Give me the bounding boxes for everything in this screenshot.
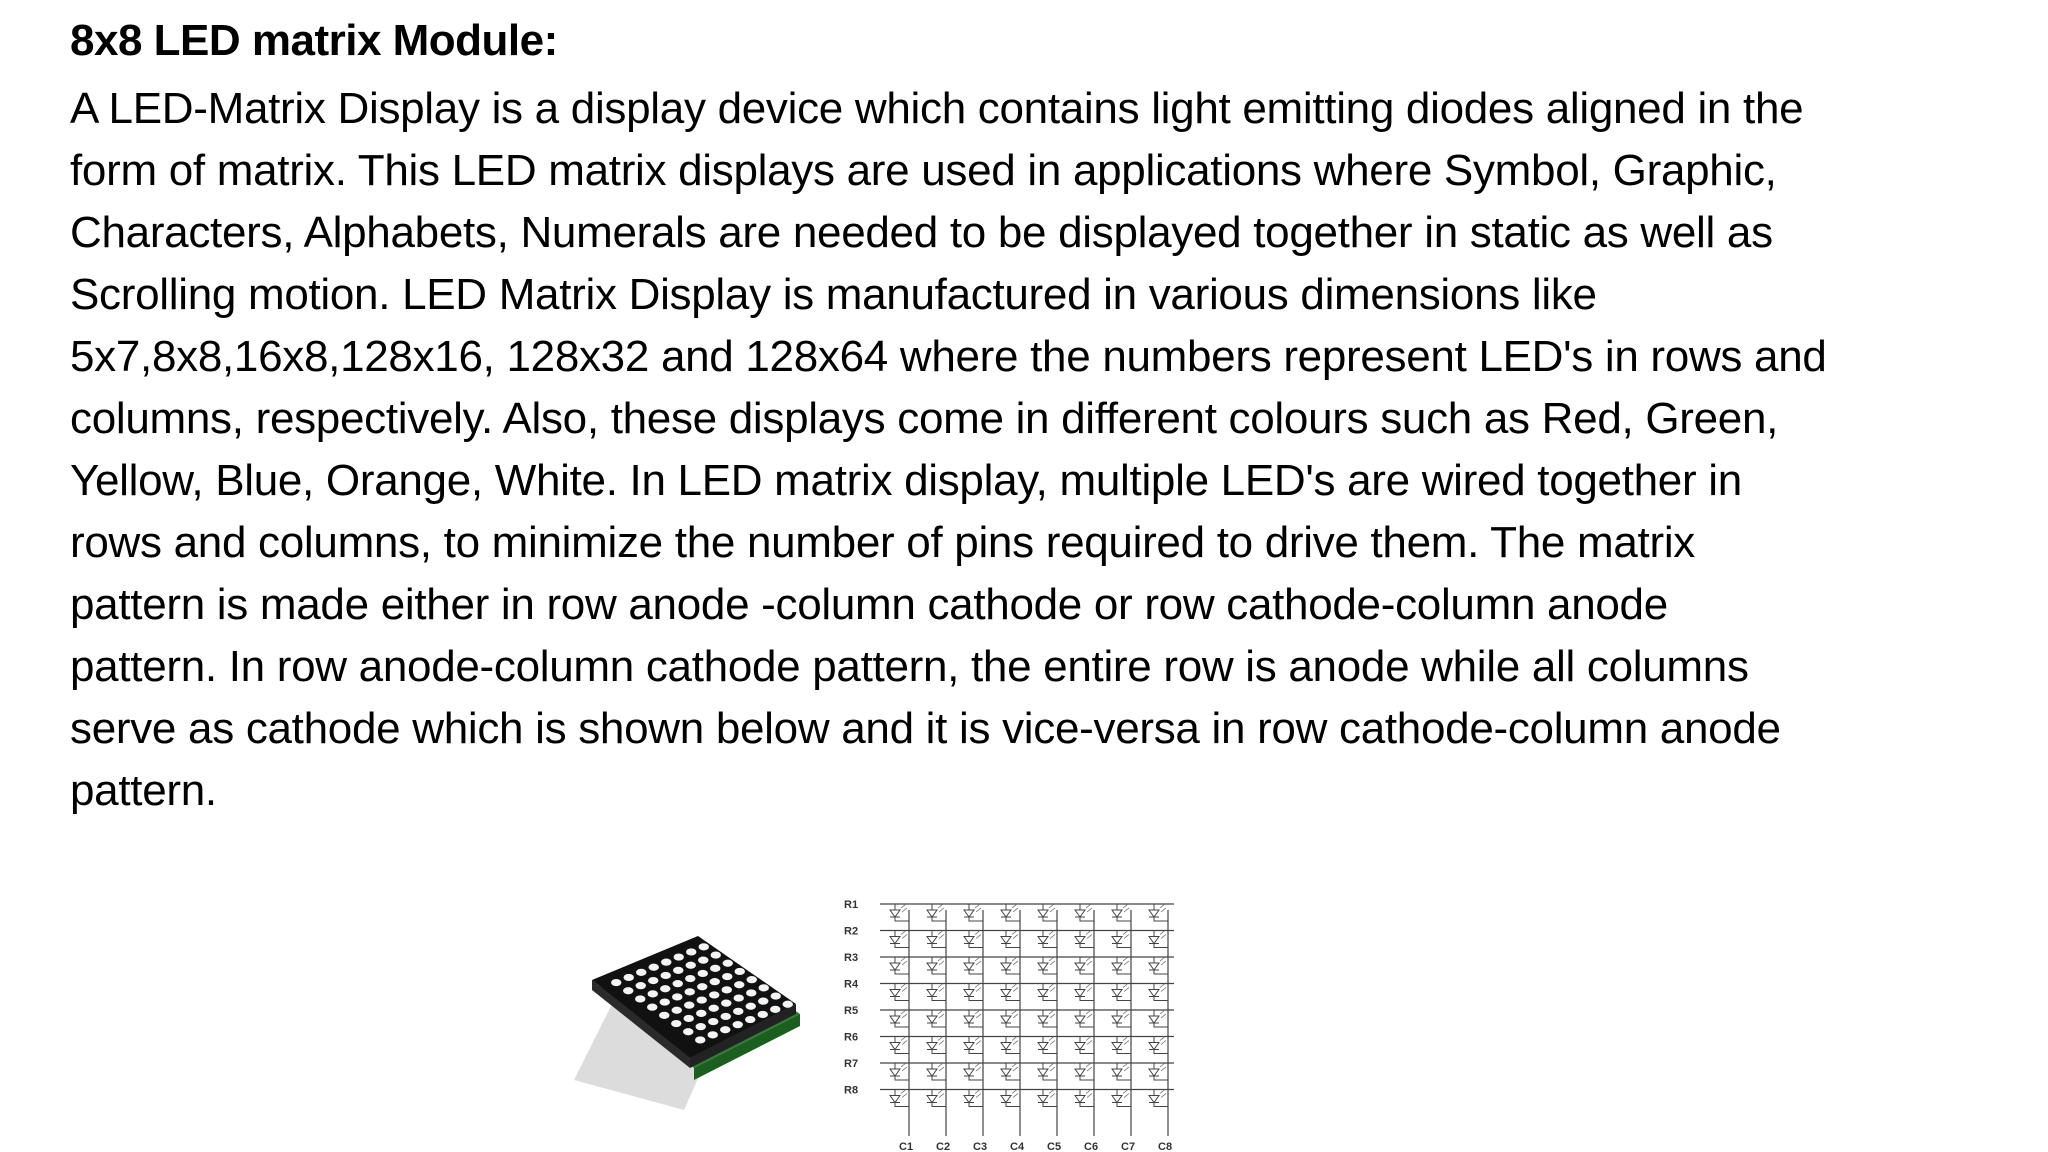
led-dot xyxy=(649,964,659,971)
led-diode xyxy=(1149,984,1168,1001)
light-arrow-icon xyxy=(1012,931,1018,939)
led-dot xyxy=(758,1011,768,1018)
led-dot xyxy=(686,962,696,969)
led-diode xyxy=(890,1010,909,1027)
light-arrow-icon xyxy=(975,1090,981,1098)
led-dot xyxy=(685,988,695,995)
light-arrow-icon xyxy=(1012,1010,1018,1018)
led-dot xyxy=(611,979,621,986)
row-label: R7 xyxy=(844,1058,859,1070)
led-diode xyxy=(1075,931,1094,948)
light-arrow-icon xyxy=(975,1037,981,1045)
led-dot xyxy=(647,1004,657,1011)
light-arrow-icon xyxy=(1086,1063,1092,1071)
led-diode xyxy=(1112,904,1131,921)
led-diode xyxy=(1038,1063,1057,1080)
led-dot xyxy=(636,982,646,989)
led-dot xyxy=(708,1031,718,1038)
led-diode xyxy=(1075,904,1094,921)
light-arrow-icon xyxy=(975,957,981,965)
paragraph-line: 5x7,8x8,16x8,128x16, 128x32 and 128x64 where the numbers represent LED's in rows and xyxy=(70,332,1827,381)
led-dot xyxy=(695,1036,705,1043)
led-dot xyxy=(685,975,695,982)
led-diode xyxy=(1149,957,1168,974)
led-dot xyxy=(671,1020,681,1027)
row-label: R8 xyxy=(844,1084,859,1097)
paragraph-line: pattern is made either in row anode -column cathode or row cathode-column anode xyxy=(70,580,1668,629)
light-arrow-icon xyxy=(975,984,981,992)
led-diode xyxy=(927,957,946,974)
light-arrow-icon xyxy=(1086,1010,1092,1018)
led-diode xyxy=(927,1010,946,1027)
light-arrow-icon xyxy=(975,1063,981,1071)
light-arrow-icon xyxy=(1160,1090,1166,1098)
paragraph-line: pattern. xyxy=(70,766,217,815)
led-matrix-schematic xyxy=(840,888,1290,1152)
led-dot xyxy=(721,1013,731,1020)
led-dot xyxy=(672,1007,682,1014)
row-label: R6 xyxy=(844,1031,859,1044)
led-dot xyxy=(710,978,720,985)
led-dot xyxy=(711,951,721,958)
led-diode xyxy=(964,1090,983,1107)
light-arrow-icon xyxy=(938,957,944,965)
led-diode xyxy=(927,931,946,948)
light-arrow-icon xyxy=(901,904,907,912)
light-arrow-icon xyxy=(1160,1063,1166,1071)
led-dot xyxy=(771,992,781,999)
led-dot xyxy=(673,980,683,987)
led-dot xyxy=(746,1003,756,1010)
light-arrow-icon xyxy=(1049,1090,1055,1098)
light-arrow-icon xyxy=(1123,1037,1129,1045)
led-diode xyxy=(1001,1090,1020,1107)
led-dot xyxy=(673,967,683,974)
led-dot xyxy=(722,986,732,993)
led-diode xyxy=(964,984,983,1001)
light-arrow-icon xyxy=(1123,931,1129,939)
led-diode xyxy=(1075,1037,1094,1054)
led-dot xyxy=(674,953,684,960)
light-arrow-icon xyxy=(1012,1090,1018,1098)
led-dot xyxy=(723,960,733,967)
light-arrow-icon xyxy=(901,931,907,939)
led-diode xyxy=(1112,1063,1131,1080)
light-arrow-icon xyxy=(1049,984,1055,992)
light-arrow-icon xyxy=(938,931,944,939)
led-diode xyxy=(1149,1010,1168,1027)
light-arrow-icon xyxy=(901,984,907,992)
column-label: C8 xyxy=(1158,1141,1173,1152)
led-dot xyxy=(710,965,720,972)
column-label: C4 xyxy=(1010,1141,1025,1152)
column-label: C1 xyxy=(899,1141,914,1152)
led-dot xyxy=(684,1002,694,1009)
led-dot xyxy=(661,959,671,966)
light-arrow-icon xyxy=(1012,1063,1018,1071)
led-dot xyxy=(648,990,658,997)
led-diode xyxy=(964,904,983,921)
led-dot xyxy=(660,985,670,992)
light-arrow-icon xyxy=(975,904,981,912)
light-arrow-icon xyxy=(1086,1037,1092,1045)
led-dot xyxy=(722,973,732,980)
light-arrow-icon xyxy=(938,1037,944,1045)
led-diode xyxy=(1149,1063,1168,1080)
led-diode xyxy=(964,931,983,948)
led-dot xyxy=(659,1012,669,1019)
led-diode xyxy=(890,904,909,921)
led-matrix-photo xyxy=(574,880,854,1152)
led-diode xyxy=(1112,957,1131,974)
light-arrow-icon xyxy=(938,984,944,992)
led-dot xyxy=(696,1023,706,1030)
light-arrow-icon xyxy=(901,1063,907,1071)
light-arrow-icon xyxy=(901,957,907,965)
light-arrow-icon xyxy=(901,1090,907,1098)
paragraph-line: columns, respectively. Also, these displays come in different colours such as Red, Green, xyxy=(70,394,1779,443)
led-diode xyxy=(927,904,946,921)
led-diode xyxy=(1038,1010,1057,1027)
led-dot xyxy=(661,972,671,979)
led-dot xyxy=(734,994,744,1001)
light-arrow-icon xyxy=(1086,1090,1092,1098)
led-diode xyxy=(1038,1090,1057,1107)
light-arrow-icon xyxy=(1049,957,1055,965)
led-diode xyxy=(1075,957,1094,974)
light-arrow-icon xyxy=(1123,984,1129,992)
paragraph-line: rows and columns, to minimize the number of pins required to drive them. The matrix xyxy=(70,518,1695,567)
light-arrow-icon xyxy=(1123,904,1129,912)
led-diode xyxy=(1001,1063,1020,1080)
led-diode xyxy=(1112,1037,1131,1054)
light-arrow-icon xyxy=(1086,984,1092,992)
led-diode xyxy=(964,1037,983,1054)
led-dot xyxy=(660,998,670,1005)
light-arrow-icon xyxy=(1049,1037,1055,1045)
led-diode xyxy=(1038,984,1057,1001)
led-diode xyxy=(1112,1010,1131,1027)
led-diode xyxy=(1001,931,1020,948)
light-arrow-icon xyxy=(1160,1037,1166,1045)
led-diode xyxy=(964,1010,983,1027)
led-dot xyxy=(684,1015,694,1022)
led-dot xyxy=(733,1008,743,1015)
led-diode xyxy=(1149,931,1168,948)
led-diode xyxy=(1075,984,1094,1001)
led-dot xyxy=(697,996,707,1003)
light-arrow-icon xyxy=(938,1090,944,1098)
led-diode xyxy=(1075,1090,1094,1107)
light-arrow-icon xyxy=(1123,957,1129,965)
light-arrow-icon xyxy=(1160,957,1166,965)
led-dot xyxy=(747,976,757,983)
column-label: C6 xyxy=(1084,1141,1099,1152)
led-dot xyxy=(745,1016,755,1023)
light-arrow-icon xyxy=(1160,931,1166,939)
light-arrow-icon xyxy=(1049,931,1055,939)
led-dot xyxy=(708,1018,718,1025)
light-arrow-icon xyxy=(1012,984,1018,992)
paragraph-line: form of matrix. This LED matrix displays are used in applications where Symbol, Graphic, xyxy=(70,146,1777,195)
led-dot xyxy=(758,998,768,1005)
column-label: C3 xyxy=(973,1141,988,1152)
led-diode xyxy=(890,1090,909,1107)
light-arrow-icon xyxy=(1086,957,1092,965)
schematic-grid xyxy=(880,904,1174,1136)
led-diode xyxy=(1001,1010,1020,1027)
light-arrow-icon xyxy=(1123,1010,1129,1018)
light-arrow-icon xyxy=(1049,904,1055,912)
paragraph-line: A LED-Matrix Display is a display device which contains light emitting diodes aligned in the xyxy=(70,84,1804,133)
led-diode xyxy=(1112,931,1131,948)
light-arrow-icon xyxy=(1160,1010,1166,1018)
led-diode xyxy=(1149,1090,1168,1107)
paragraph-line: Yellow, Blue, Orange, White. In LED matrix display, multiple LED's are wired together in xyxy=(70,456,1742,505)
led-diode xyxy=(890,984,909,1001)
led-dot xyxy=(623,987,633,994)
led-diode xyxy=(964,1063,983,1080)
paragraph-line: serve as cathode which is shown below and it is vice-versa in row cathode-column anode xyxy=(70,704,1781,753)
led-diode xyxy=(964,957,983,974)
light-arrow-icon xyxy=(938,1010,944,1018)
led-diode xyxy=(1001,1037,1020,1054)
light-arrow-icon xyxy=(938,1063,944,1071)
led-dot xyxy=(770,1006,780,1013)
led-dot xyxy=(696,1010,706,1017)
led-dot xyxy=(699,943,709,950)
led-dot xyxy=(746,989,756,996)
light-arrow-icon xyxy=(1086,904,1092,912)
light-arrow-icon xyxy=(938,904,944,912)
led-dot xyxy=(759,984,769,991)
led-diode xyxy=(890,1063,909,1080)
led-dot xyxy=(735,968,745,975)
row-label: R3 xyxy=(844,952,859,964)
led-dot xyxy=(636,969,646,976)
light-arrow-icon xyxy=(901,1037,907,1045)
led-dot xyxy=(734,981,744,988)
led-diode xyxy=(890,931,909,948)
led-diode xyxy=(927,1063,946,1080)
led-dot xyxy=(720,1026,730,1033)
led-diode xyxy=(927,984,946,1001)
led-diode xyxy=(927,1090,946,1107)
led-dot xyxy=(783,1001,793,1008)
led-diode xyxy=(1075,1010,1094,1027)
paragraph-line: pattern. In row anode-column cathode pattern, the entire row is anode while all columns xyxy=(70,642,1749,691)
light-arrow-icon xyxy=(1012,957,1018,965)
led-diode xyxy=(1038,1037,1057,1054)
page-title: 8x8 LED matrix Module: xyxy=(70,16,558,65)
light-arrow-icon xyxy=(1012,1037,1018,1045)
light-arrow-icon xyxy=(1086,931,1092,939)
led-dot xyxy=(697,983,707,990)
light-arrow-icon xyxy=(1012,904,1018,912)
led-diode xyxy=(1001,984,1020,1001)
light-arrow-icon xyxy=(975,931,981,939)
led-diode xyxy=(927,1037,946,1054)
column-label: C7 xyxy=(1121,1141,1136,1152)
light-arrow-icon xyxy=(1049,1063,1055,1071)
row-label: R4 xyxy=(844,978,859,991)
light-arrow-icon xyxy=(1049,1010,1055,1018)
led-dot xyxy=(709,991,719,998)
led-dot xyxy=(733,1021,743,1028)
light-arrow-icon xyxy=(1160,904,1166,912)
paragraph-line: Scrolling motion. LED Matrix Display is manufactured in various dimensions like xyxy=(70,270,1597,319)
light-arrow-icon xyxy=(1160,984,1166,992)
led-diode xyxy=(1001,957,1020,974)
row-label: R1 xyxy=(844,899,859,911)
led-dot xyxy=(672,993,682,1000)
led-dot xyxy=(624,974,634,981)
led-dot xyxy=(698,970,708,977)
led-dot xyxy=(635,995,645,1002)
light-arrow-icon xyxy=(975,1010,981,1018)
led-diode xyxy=(1075,1063,1094,1080)
led-diode xyxy=(1001,904,1020,921)
led-diode xyxy=(1112,984,1131,1001)
light-arrow-icon xyxy=(1123,1090,1129,1098)
led-dot xyxy=(709,1005,719,1012)
led-diode xyxy=(1038,931,1057,948)
column-label: C5 xyxy=(1047,1141,1062,1152)
row-label: R5 xyxy=(844,1005,859,1017)
led-dot xyxy=(721,1000,731,1007)
led-diode xyxy=(1149,904,1168,921)
column-label: C2 xyxy=(936,1141,951,1152)
led-diode xyxy=(1112,1090,1131,1107)
led-diode xyxy=(1038,904,1057,921)
led-dot xyxy=(686,948,696,955)
body-paragraph xyxy=(70,78,1970,822)
led-dot xyxy=(683,1028,693,1035)
led-diode xyxy=(890,957,909,974)
led-dot xyxy=(648,977,658,984)
light-arrow-icon xyxy=(1123,1063,1129,1071)
paragraph-line: Characters, Alphabets, Numerals are needed to be displayed together in static as well as xyxy=(70,208,1773,257)
row-label: R2 xyxy=(844,925,859,938)
led-diode xyxy=(1038,957,1057,974)
led-diode xyxy=(890,1037,909,1054)
led-dot xyxy=(698,957,708,964)
light-arrow-icon xyxy=(901,1010,907,1018)
led-diode xyxy=(1149,1037,1168,1054)
